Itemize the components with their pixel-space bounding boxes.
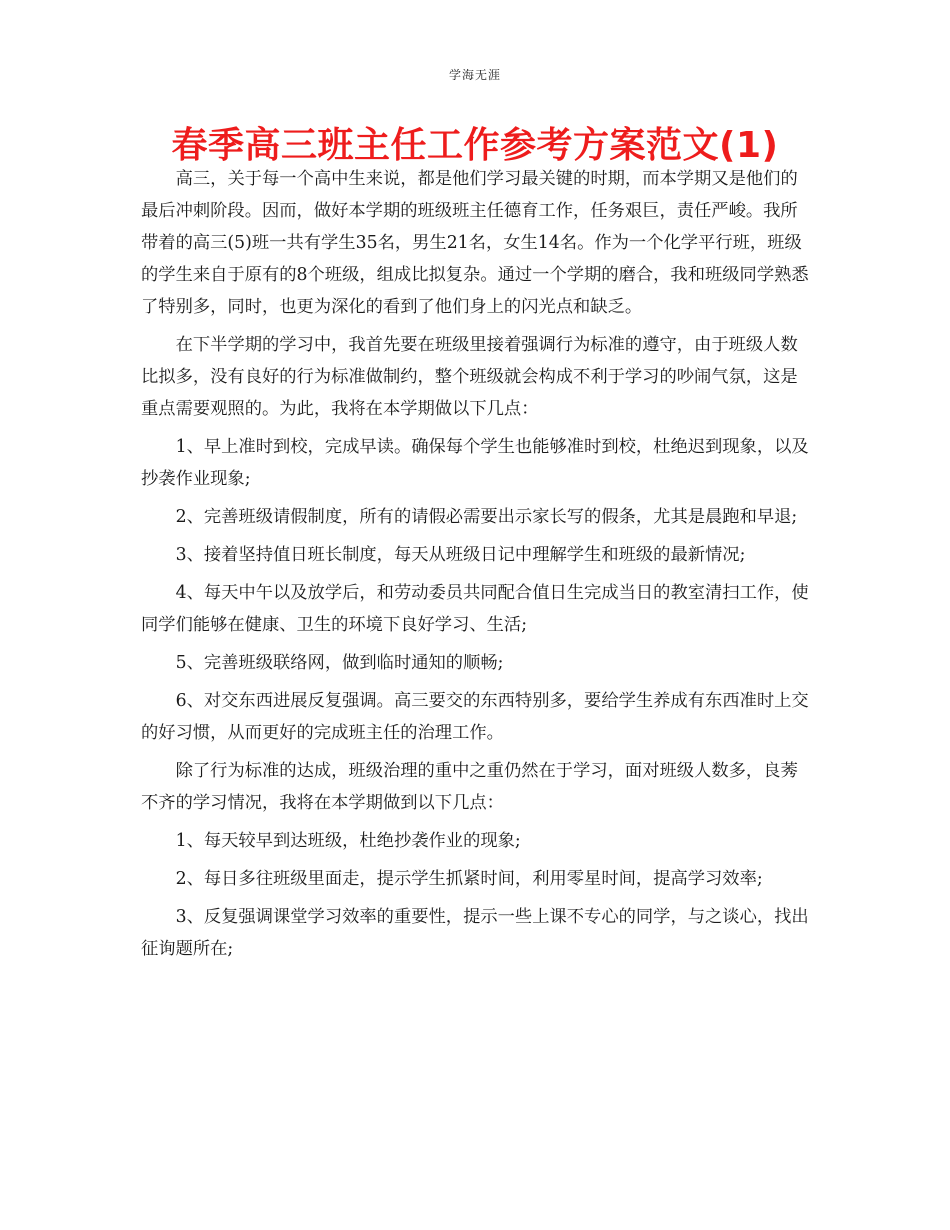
list-item-behavior-2: 2、完善班级请假制度，所有的请假必需要出示家长写的假条，尤其是晨跑和早退; [175, 507, 798, 527]
document-title: 春季高三班主任工作参考方案范文(1) [171, 125, 779, 166]
list-item-study-1: 1、每天较早到达班级，杜绝抄袭作业的现象; [175, 831, 521, 851]
document-body [141, 163, 811, 971]
list-item-behavior-6: 6、对交东西进展反复强调。高三要交的东西特别多，要给学生养成有东西准时上交的好习惯，从而更好的完成班主任的治理工作。 [141, 691, 809, 743]
header-note: 学海无涯 [448, 68, 501, 82]
list-item-behavior-3: 3、接着坚持值日班长制度，每天从班级日记中理解学生和班级的最新情况; [175, 545, 746, 565]
paragraph-behavior-plan: 在下半学期的学习中，我首先要在班级里接着强调行为标准的遵守，由于班级人数比拟多，没有良好的行为标准做制约，整个班级就会构成不利于学习的吵闹气氛，这是重点需要观照的。为此，我将在本学期做以下几点： [141, 335, 798, 419]
paragraph-intro: 高三，关于每一个高中生来说，都是他们学习最关键的时期，而本学期又是他们的最后冲刺阶段。因而，做好本学期的班级班主任德育工作，任务艰巨，责任严峻。我所带着的高三(5)班一共有学生35名，男生21名，女生14名。作为一个化学平行班，班级的学生来自于原有的8个班级，组成比拟复杂。通过一个学期的磨合，我和班级同学熟悉了特别多，同时，也更为深化的看到了他们身上的闪光点和缺乏。 [141, 169, 809, 317]
list-item-behavior-1: 1、早上准时到校，完成早读。确保每个学生也能够准时到校，杜绝迟到现象，以及抄袭作业现象; [141, 437, 809, 489]
list-item-study-2: 2、每日多往班级里面走，提示学生抓紧时间，利用零星时间，提高学习效率; [175, 869, 763, 889]
list-item-behavior-5: 5、完善班级联络网，做到临时通知的顺畅; [175, 653, 504, 673]
paragraph-study-plan: 除了行为标准的达成，班级治理的重中之重仍然在于学习，面对班级人数多，良莠不齐的学习情况，我将在本学期做到以下几点： [141, 761, 798, 813]
list-item-study-3: 3、反复强调课堂学习效率的重要性，提示一些上课不专心的同学，与之谈心，找出征询题所在; [141, 907, 809, 959]
list-item-behavior-4: 4、每天中午以及放学后，和劳动委员共同配合值日生完成当日的教室清扫工作，使同学们能够在健康、卫生的环境下良好学习、生活; [141, 583, 809, 635]
